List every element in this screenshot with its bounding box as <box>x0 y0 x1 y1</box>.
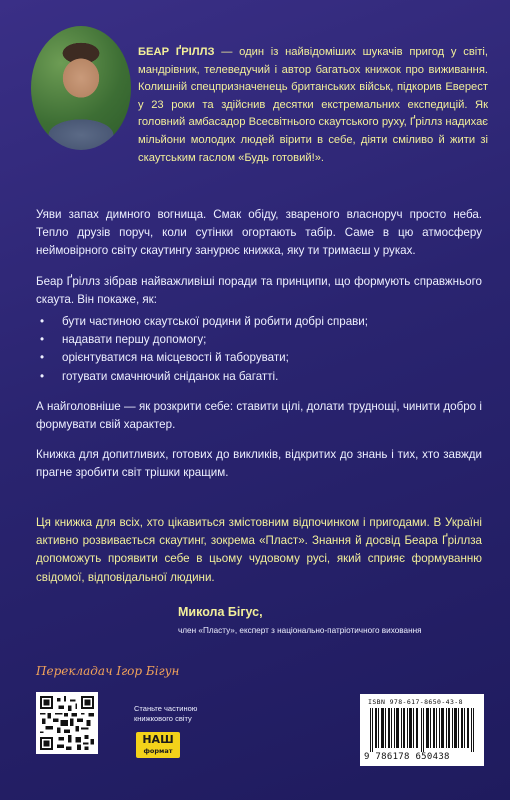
author-bio <box>138 44 488 167</box>
publisher-logo-bottom: формат <box>143 747 173 755</box>
quote-text: Ця книжка для всіх, хто цікавиться змістовним відпочинком і пригодами. В Україні активно розвивається скаутинг, зокрема «Пласт». Знання й досвід Беара Ґріллза допоможуть проявити себе в цьому чудовому русі, який сприяє формуванню свідомої, відповідальної людини. <box>36 516 482 584</box>
description-paragraph-2: Беар Ґріллз зібрав найважливіші поради та принципи, що формують справжнього скаута. Він покаже, як: <box>36 274 482 306</box>
publisher-logo-icon <box>136 732 180 758</box>
quote-author: Микола Бігус, <box>178 605 263 619</box>
skills-list <box>36 313 482 386</box>
publisher-logo-top: НАШ <box>142 733 174 746</box>
list-item: • готувати смачнючий сніданок на багатті. <box>36 368 482 386</box>
list-item: • орієнтуватися на місцевості й таборувати; <box>36 349 482 367</box>
author-bio-text: — один із найвідоміших шукачів пригод у світі, мандрівник, телеведучий і автор багатьох книжок про виживання. Колишній спецпризначенець британських військ, підкорив Еверест у 23 роки та здійснив десятки екстремальних експедицій. Як головний амбасадор Всесвітнього скаутського руху, Ґріллз надихає мільйони молодих людей вірити в себе, діяти сміливо й жити зі скаутським гаслом «Будь готовий!». <box>138 46 488 164</box>
quote-author-role: член «Пласту», експерт з національно-патріотичного виховання <box>178 626 422 635</box>
description-paragraph-4: Книжка для допитливих, готових до викликів, відкритих до знань і тих, хто завжди прагне зробити світ трішки кращим. <box>36 448 482 480</box>
list-item: • бути частиною скаутської родини й робити добрі справи; <box>36 313 482 331</box>
barcode-icon <box>370 708 476 752</box>
list-item: • надавати першу допомогу; <box>36 331 482 349</box>
author-name: БЕАР ҐРІЛЛЗ <box>138 46 215 58</box>
description-paragraph-1: Уяви запах димного вогнища. Смак обіду, звареного власноруч просто неба. Тепло друзів поруч, коли сутінки огортають табір. Саме в цю атмосферу неймовірного світу скаутингу занурює книжка, яку ти тримаєш у руках. <box>36 208 482 258</box>
promo-line-1: Станьте частиною <box>134 704 198 713</box>
endorsement-quote <box>36 514 482 587</box>
translator-credit: Перекладач Ігор Бігун <box>36 664 180 678</box>
publisher-promo <box>134 704 197 724</box>
isbn-digits: 9 786178 650438 <box>364 752 450 762</box>
isbn-barcode-block <box>360 694 484 766</box>
description-paragraph-3: А найголовніше — як розкрити себе: ставити цілі, долати труднощі, чинити добро і формувати свій характер. <box>36 399 482 432</box>
qr-code-icon <box>36 692 98 754</box>
book-description <box>36 206 482 495</box>
isbn-label: ISBN 978-617-8650-43-8 <box>368 698 463 706</box>
promo-line-2: книжкового світу <box>134 714 192 723</box>
author-photo <box>31 26 131 150</box>
